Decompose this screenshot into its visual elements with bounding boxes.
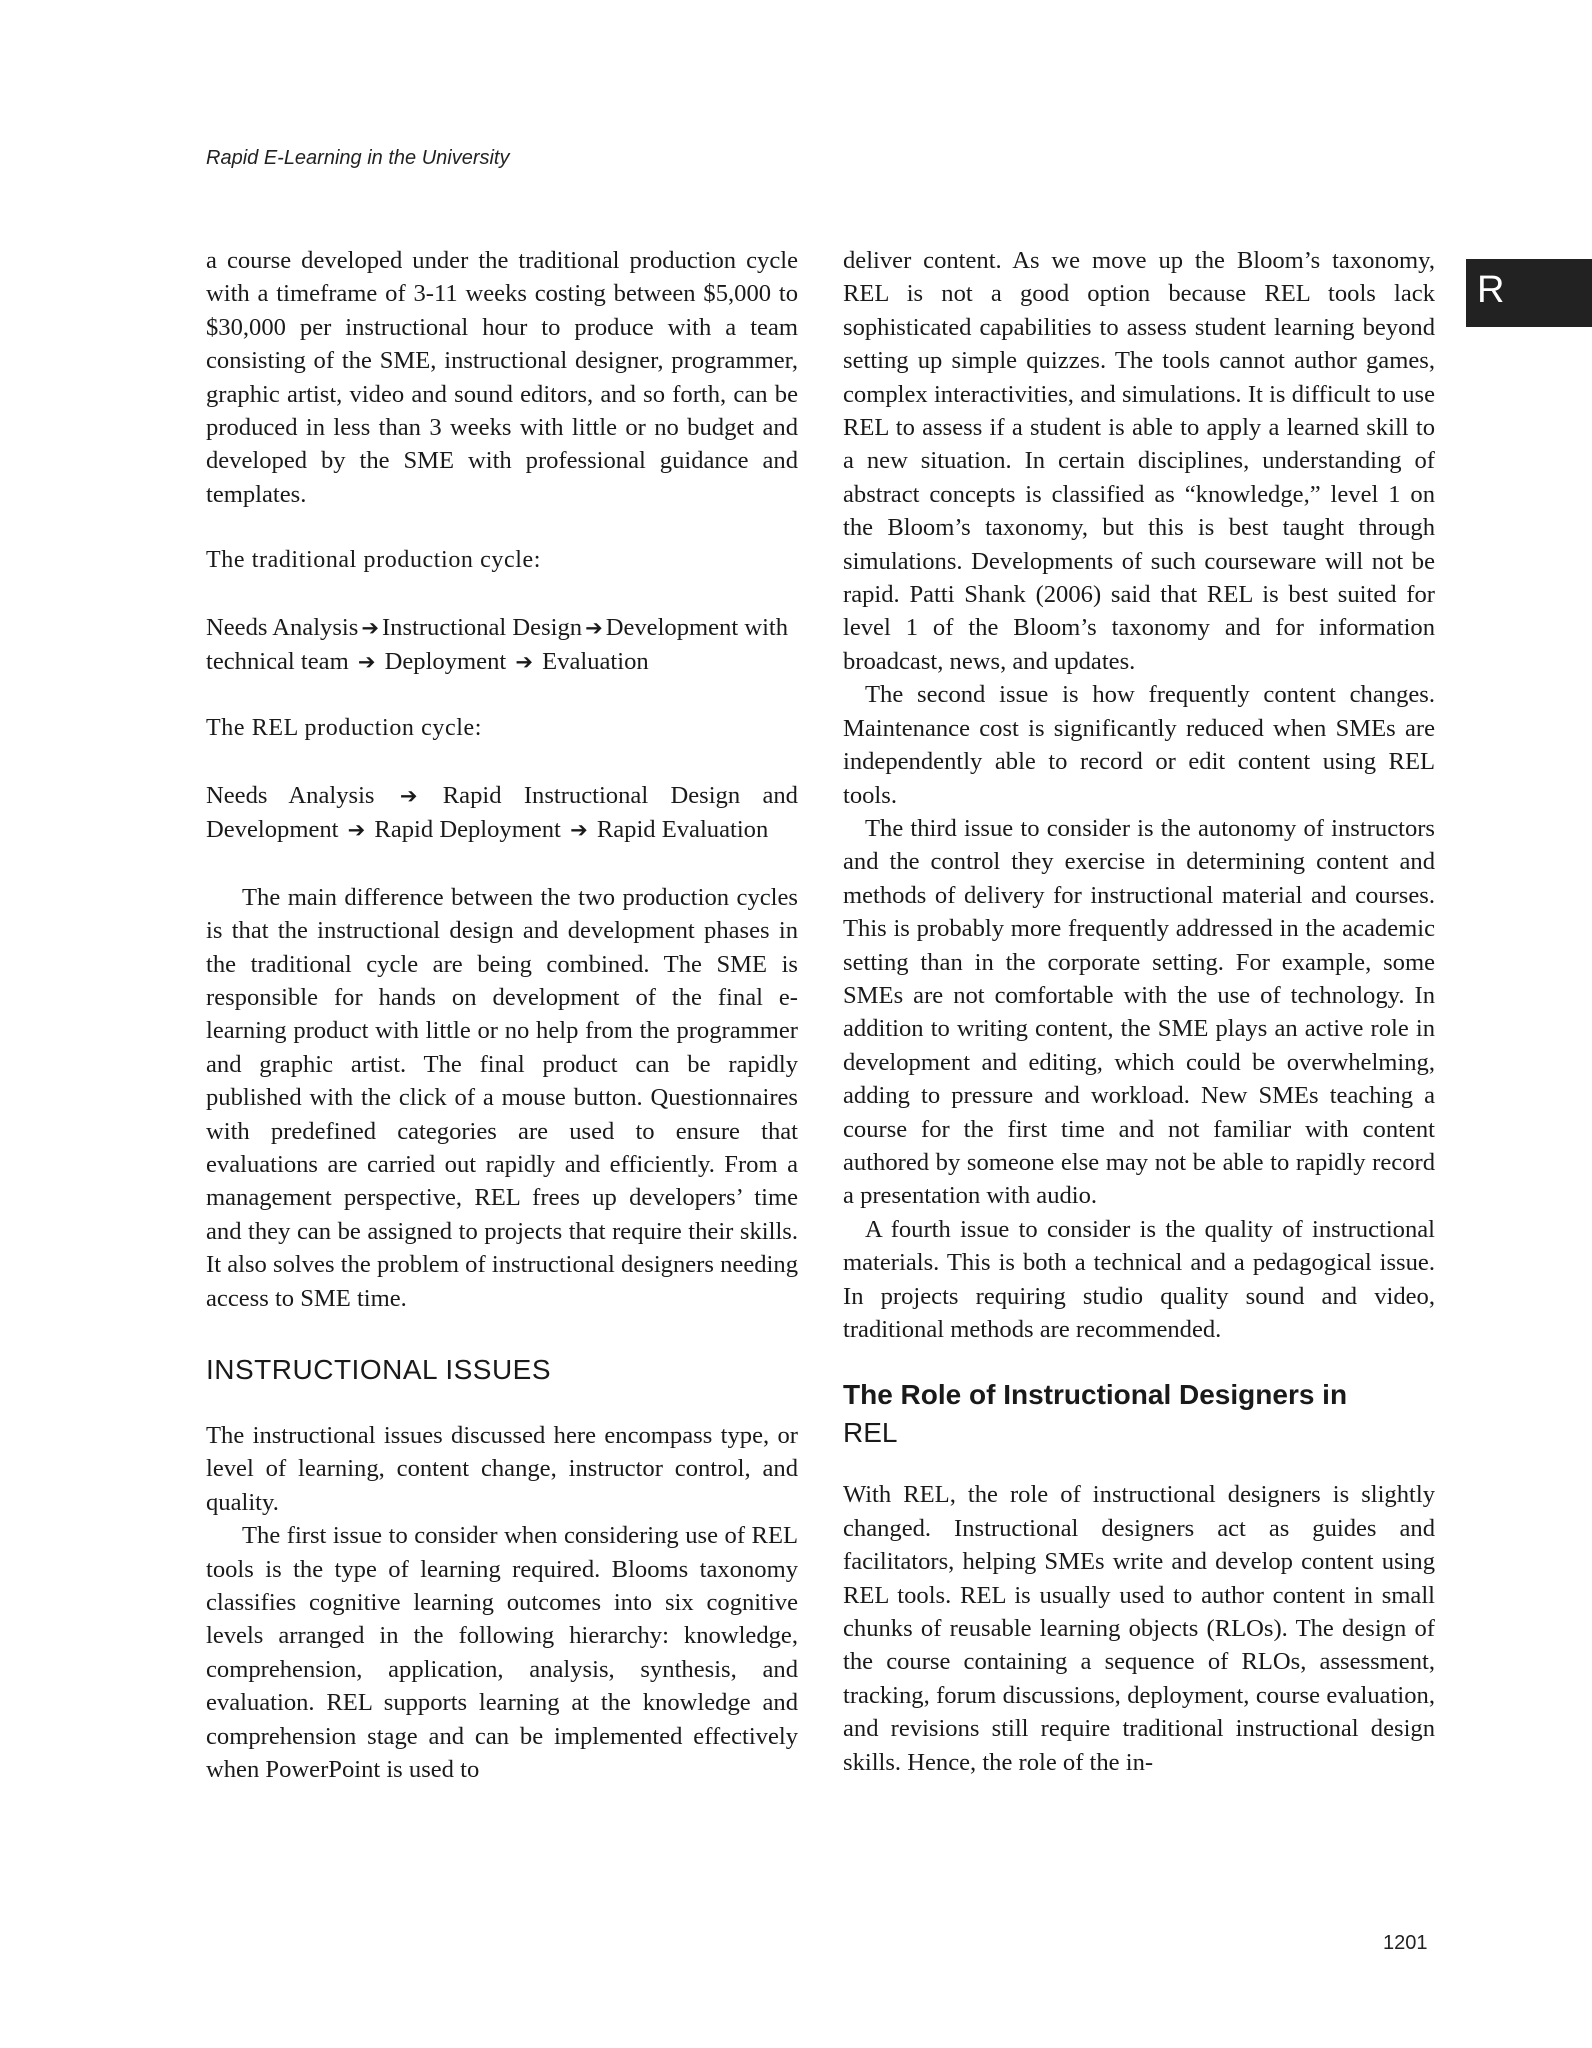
subsection-title-plain: REL (843, 1417, 898, 1449)
right-column (843, 244, 1435, 1779)
arrow-right-icon: ➔ (585, 615, 603, 640)
running-head: Rapid E-Learning in the University (206, 147, 510, 169)
paragraph: The second issue is how frequently content changes. Maintenance cost is significantly reduced when SMEs are independently able to record or edit content using REL tools. (843, 681, 1435, 809)
flow-step: Needs Analysis (206, 613, 359, 641)
rel-cycle-heading: The REL production cycle: (206, 715, 483, 742)
paragraph: The main difference between the two production cycles is that the instructional design and development phases in the traditional cycle are being combined. The SME is responsible for hands on development of the final e-learning product with little or no help from the programmer and graphic artist. The final product can be rapidly published with the click of a mouse button. Questionnaires with predefined categories are used to ensure that evaluations are carried out rapidly and efficiently. From a management perspective, REL frees up developers’ time and they can be assigned to projects that require their skills. It also solves the problem of instructional designers needing access to SME time. (206, 883, 798, 1312)
flow-step: Evaluation (542, 648, 649, 676)
flow-step: Rapid Evaluation (596, 816, 769, 844)
subsection-title (843, 1376, 1435, 1452)
flow-step: Deployment (384, 648, 507, 676)
left-column (206, 244, 798, 1786)
paragraph: A fourth issue to consider is the quality of instructional materials. This is both a technical and a pedagogical issue. In projects requiring studio quality sound and video, traditional methods are recommended. (843, 1215, 1435, 1343)
paragraph: The third issue to consider is the autonomy of instructors and the control they exercise in determining content and methods of delivery for instructional material and courses. This is probably more frequently addressed in the academic setting than in the corporate setting. For example, some SMEs are not comfortable with the use of technology. In addition to writing content, the SME plays an active role in development and editing, which could be overwhelming, adding to pressure and workload. New SMEs teaching a course for the first time and not familiar with content authored by someone else may not be able to rapidly record a presentation with audio. (843, 814, 1435, 1210)
section-tab (1466, 259, 1592, 327)
arrow-right-icon: ➔ (361, 615, 379, 640)
paragraph: The instructional issues discussed here encompass type, or level of learning, content change, instructor control, and quality. (206, 1421, 798, 1516)
arrow-right-icon: ➔ (347, 818, 366, 843)
paragraph: The first issue to consider when considering use of REL tools is the type of learning required. Blooms taxonomy classifies cognitive learning outcomes into six cognitive levels arranged in the following hierarchy: knowledge, comprehension, application, analysis, synthesis, and evaluation. REL supports learning at the knowledge and comprehension stage and can be implemented effectively when PowerPoint is used to (206, 1522, 798, 1784)
arrow-right-icon: ➔ (357, 650, 376, 675)
flow-step: Instructional Design (381, 613, 583, 641)
page-number: 1201 (1383, 1932, 1428, 1954)
arrow-right-icon: ➔ (399, 783, 418, 808)
subsection-title-bold: The Role of Instructional Designers in (843, 1379, 1348, 1411)
traditional-cycle-heading: The traditional production cycle: (206, 547, 542, 574)
paragraph: With REL, the role of instructional designers is slightly changed. Instructional designers act as guides and facilitators, helping SMEs write and develop content using REL tools. REL is usually used to author content in small chunks of reusable learning objects (RLOs). The design of the course containing a sequence of RLOs, assessment, tracking, forum discussions, deployment, course evaluation, and revisions still require traditional instructional design skills. Hence, the role of the in- (843, 1481, 1435, 1776)
arrow-right-icon: ➔ (515, 650, 533, 675)
flow-step: Needs Analysis (206, 781, 375, 809)
section-title: INSTRUCTIONAL ISSUES (206, 1353, 552, 1385)
arrow-right-icon: ➔ (570, 818, 588, 843)
traditional-cycle-flow (206, 611, 798, 680)
flow-step: Rapid Instructional Design and Development (206, 781, 798, 844)
section-tab-letter: R (1477, 269, 1505, 311)
paragraph: a course developed under the traditional production cycle with a timeframe of 3-11 weeks costing between $5,000 to $30,000 per instructional hour to produce with a team consisting of the SME, instructional designer, programmer, graphic artist, video and sound editors, and so forth, can be produced in less than 3 weeks with little or no budget and developed by the SME with professional guidance and templates. (206, 247, 798, 508)
flow-step: Development with technical team (206, 613, 789, 676)
paragraph: deliver content. As we move up the Bloom’s taxonomy, REL is not a good option because REL tools lack sophisticated capabilities to assess student learning beyond setting up simple quizzes. The tools cannot author games, complex interactivities, and simulations. It is difficult to use REL to assess if a student is able to apply a learned skill to a new situation. In certain disciplines, understanding of abstract concepts is classified as “knowledge,” level 1 on the Bloom’s taxonomy, but this is best taught through simulations. Developments of such courseware will not be rapid. Patti Shank (2006) said that REL is best suited for level 1 of the Bloom’s taxonomy and for information broadcast, news, and updates. (843, 247, 1435, 675)
rel-cycle-flow (206, 779, 798, 848)
flow-step: Rapid Deployment (374, 816, 561, 844)
